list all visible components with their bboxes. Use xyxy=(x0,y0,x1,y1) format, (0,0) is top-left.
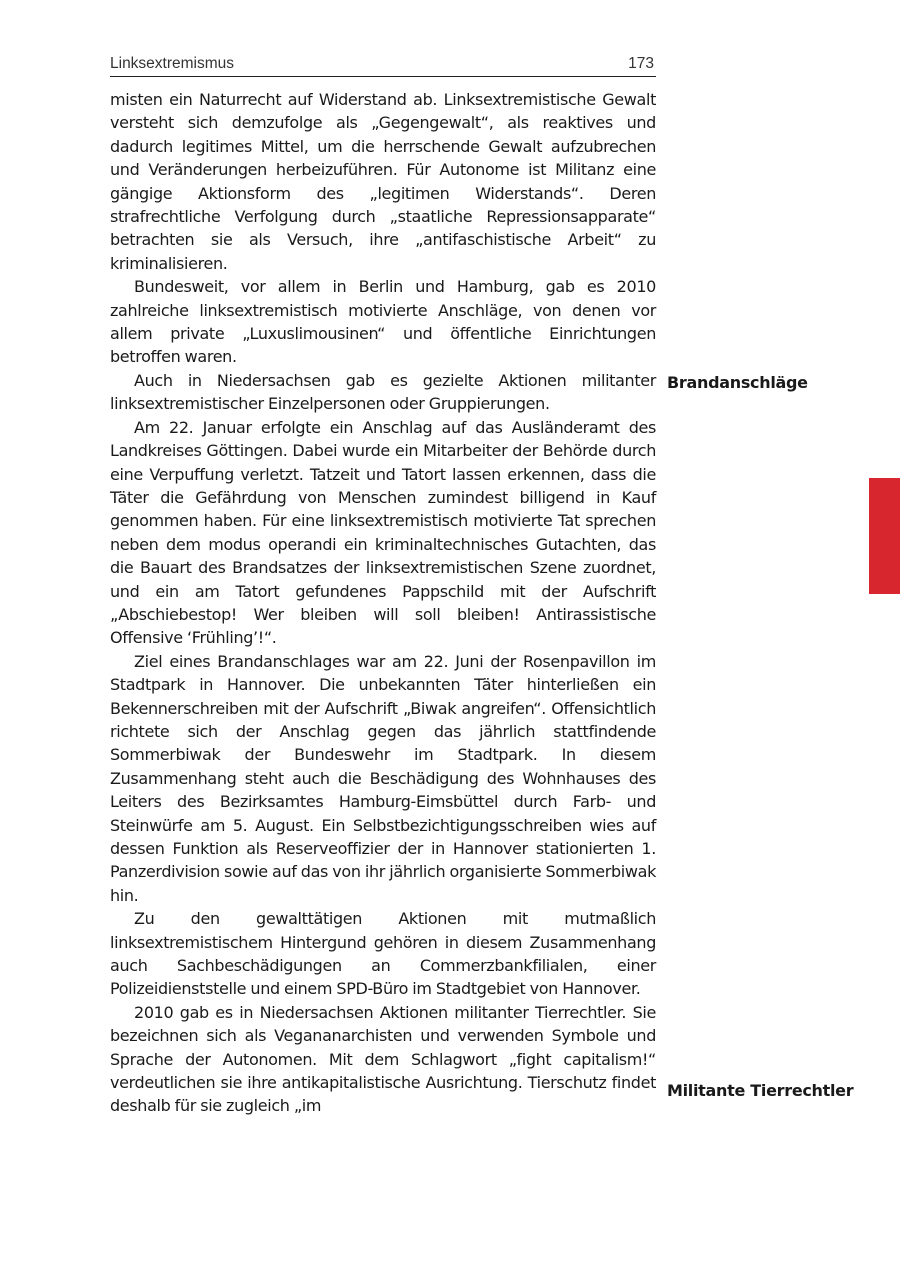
margin-heading-brandanschlaege: Brandanschläge xyxy=(667,373,808,392)
paragraph: Bundesweit, vor allem in Berlin und Hamburg, gab es 2010 zahlreiche linksextremistisch motivierte Anschläge, von denen vor allem private „Luxuslimousinen“ und öffentliche Einrichtungen betroffen waren. xyxy=(110,277,656,367)
running-header xyxy=(110,52,656,77)
page-number: 173 xyxy=(628,55,654,72)
paragraph: misten ein Naturrecht auf Widerstand ab. Linksextremistische Gewalt versteht sich demzufolge als „Gegengewalt“, als reaktives und dadurch legitimes Mittel, um die herrschende Gewalt aufzubrechen und Veränderungen herbeizuführen. Für Autonome ist Militanz eine gängige Aktionsform des „legitimen Widerstands“. Deren strafrechtliche Verfolgung durch „staatliche Repressionsapparate“ betrachten sie als Versuch, ihre „antifaschistische Arbeit“ zu kriminalisieren. xyxy=(110,90,656,273)
paragraph: Ziel eines Brandanschlages war am 22. Juni der Rosenpavillon im Stadtpark in Hannover. Die unbekannten Täter hinterließen ein Bekennerschreiben mit der Aufschrift „Biwak angreifen“. Offensichtlich richtete sich der Anschlag gegen das jährlich stattfindende Sommerbiwak der Bundeswehr im Stadtpark. In diesem Zusammenhang steht auch die Beschädigung des Wohnhauses des Leiters des Bezirksamtes Hamburg-Eimsbüttel durch Farb- und Steinwürfe am 5. August. Ein Selbstbezichtigungsschreiben wies auf dessen Funktion als Reserveoffizier der in Hannover stationierten 1. Panzerdivision sowie auf das von ihr jährlich organisierte Sommerbiwak hin. xyxy=(110,651,656,905)
paragraph: 2010 gab es in Niedersachsen Aktionen militanter Tierrechtler. Sie bezeichnen sich als Vegananarchisten und verwenden Symbole und Sprache der Autonomen. Mit dem Schlagwort „fight capitalism!“ verdeutlichen sie ihre antikapitalistische Ausrichtung. Tierschutz findet deshalb für sie zugleich „im xyxy=(110,1002,656,1116)
chapter-title: Linksextremismus xyxy=(110,55,235,72)
paragraph: Zu den gewalttätigen Aktionen mit mutmaßlich linksextremistischem Hintergund gehören in diesem Zusammenhang auch Sachbeschädigungen an Commerzbankfilialen, einer Polizeidienststelle und einem SPD-Büro im Stadtgebiet von Hannover. xyxy=(110,909,656,999)
chapter-thumb-tab xyxy=(869,478,900,594)
paragraph: Auch in Niedersachsen gab es gezielte Aktionen militanter linksextremistischer Einzelpersonen oder Gruppierungen. xyxy=(110,370,656,414)
margin-heading-tierrechtler: Militante Tierrechtler xyxy=(667,1081,854,1100)
paragraph: Am 22. Januar erfolgte ein Anschlag auf das Ausländeramt des Landkreises Göttingen. Dabei wurde ein Mitarbeiter der Behörde durch eine Verpuffung verletzt. Tatzeit und Tatort lassen erkennen, dass die Täter die Gefährdung von Menschen zumindest billigend in Kauf genommen haben. Für eine linksextremistisch motivierte Tat sprechen neben dem modus operandi ein kriminaltechnisches Gutachten, das die Bauart des Brandsatzes der linksextremistischen Szene zuordnet, und ein am Tatort gefundenes Pappschild mit der Aufschrift „Abschiebestop! Wer bleiben will soll bleiben! Antirassistische Offensive ‘Frühling’!“. xyxy=(110,417,656,648)
body-text xyxy=(110,88,656,1118)
